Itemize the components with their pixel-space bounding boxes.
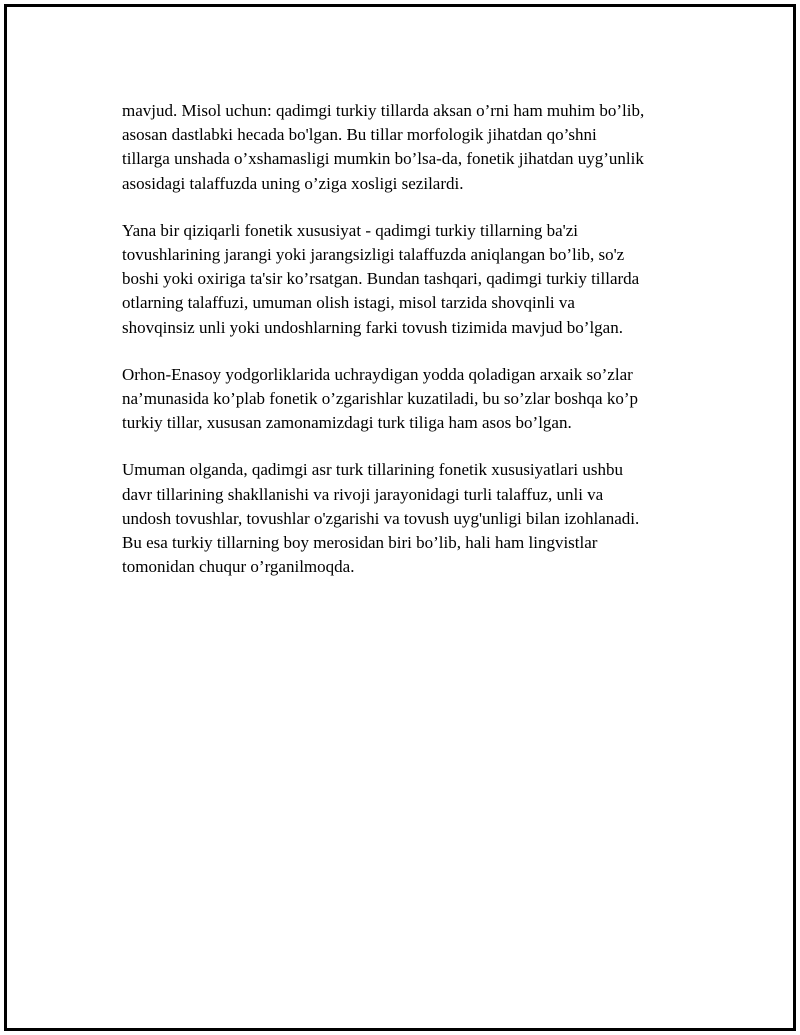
text-line: asosidagi talaffuzda uning o’ziga xosligi sezilardi. (122, 173, 464, 193)
text-line: boshi yoki oxiriga ta'sir ko’rsatgan. Bundan tashqari, qadimgi turkiy tillarda (122, 269, 640, 289)
text-line: tomonidan chuqur o’rganilmoqda. (122, 557, 355, 577)
text-line: undosh tovushlar, tovushlar o'zgarishi va tovush uyg'unligi bilan izohlanadi. (122, 508, 640, 528)
text-line: Umuman olganda, qadimgi asr turk tillarining fonetik xususiyatlari ushbu (122, 460, 623, 480)
text-line: turkiy tillar, xususan zamonamizdagi turk tiliga ham asos bo’lgan. (122, 413, 572, 433)
text-line: Orhon-Enasoy yodgorliklarida uchraydigan yodda qoladigan arxaik so’zlar (122, 364, 633, 384)
paragraph (122, 458, 702, 579)
paragraph (122, 219, 702, 340)
paragraph (122, 99, 702, 196)
text-line: shovqinsiz unli yoki undoshlarning farki tovush tizimida mavjud bo’lgan. (122, 317, 623, 337)
text-line: Yana bir qiziqarli fonetik xususiyat - qadimgi turkiy tillarning ba'zi (122, 220, 579, 240)
document-body (122, 99, 702, 602)
text-line: Bu esa turkiy tillarning boy merosidan biri bo’lib, hali ham lingvistlar (122, 533, 598, 553)
text-line: tovushlarining jarangi yoki jarangsizligi talaffuzda aniqlangan bo’lib, so'z (122, 245, 625, 265)
text-line: otlarning talaffuzi, umuman olish istagi, misol tarzida shovqinli va (122, 293, 575, 313)
text-line: tillarga unshada o’xshamasligi mumkin bo’lsa-da, fonetik jihatdan uyg’unlik (122, 149, 644, 169)
text-line: na’munasida ko’plab fonetik o’zgarishlar kuzatiladi, bu so’zlar boshqa ko’p (122, 389, 638, 409)
text-line: mavjud. Misol uchun: qadimgi turkiy tillarda aksan o’rni ham muhim bo’lib, (122, 101, 645, 120)
text-line: davr tillarining shakllanishi va rivoji jarayonidagi turli talaffuz, unli va (122, 484, 604, 504)
paragraph (122, 363, 702, 436)
text-line: asosan dastlabki hecada bo'lgan. Bu tillar morfologik jihatdan qo’shni (122, 125, 597, 145)
page-border (4, 4, 796, 1031)
